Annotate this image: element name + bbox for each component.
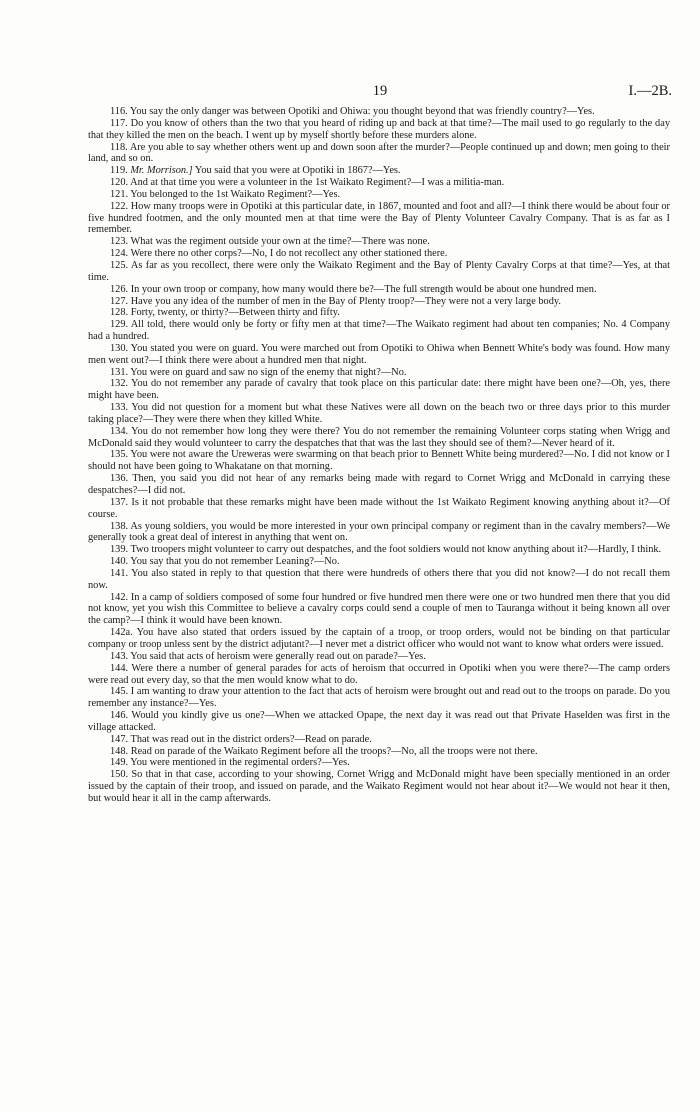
qa-entry: 142a. You have also stated that orders issued by the captain of a troop, or troop orders, would not be binding on that particular company or troop unless sent by the district adjutant?—I never met a district officer who would not want to know what orders were issued.	[88, 627, 670, 650]
qa-entry: 133. You did not question for a moment but what these Natives were all down on the beach two or three days prior to this murder taking place?—They were there when they killed White.	[88, 402, 670, 425]
qa-entry: 139. Two troopers might volunteer to carry out despatches, and the foot soldiers would not know anything about it?—Hardly, I think.	[110, 544, 662, 556]
qa-entry: 146. Would you kindly give us one?—When we attacked Opape, the next day it was read out that Private Haselden was first in the village attacked.	[88, 710, 670, 733]
qa-entry: 149. You were mentioned in the regimental orders?—Yes.	[110, 757, 350, 769]
evidence-body	[88, 106, 670, 805]
document-reference: I.—2B.	[628, 83, 672, 99]
qa-entry: 116. You say the only danger was between Opotiki and Ohiwa: you thought beyond that was friendly country?—Yes.	[110, 106, 595, 117]
qa-entry: 129. All told, there would only be forty or fifty men at that time?—The Waikato regiment had about ten companies; No. 4 Company had a hundred.	[88, 319, 670, 343]
qa-entry: 144. Were there a number of general parades for acts of heroism that occurred in Opotiki when you were there?—The camp orders were read out every day, so that the men would know what to do.	[88, 662, 670, 686]
qa-entry: 150. So that in that case, according to your showing, Cornet Wrigg and McDonald might have been specially mentioned in an order issued by the captain of their troop, and issued on parade, and the Waikato Regiment would not hear about it?—We would not hear it then, but would hear it all in the camp afterwards.	[88, 769, 670, 804]
qa-entry: 130. You stated you were on guard. You were marched out from Opotiki to Ohiwa when Bennett White's body was found. How many men went out?—I think there were about a hundred men that night.	[88, 342, 670, 366]
page-header	[88, 83, 672, 99]
qa-entry: 118. Are you able to say whether others went up and down soon after the murder?—People continued up and down; men going to their land, and so on.	[88, 141, 670, 165]
qa-entry: 134. You do not remember how long they were there? You do not remember the remaining Volunteer corps stating when Wrigg and McDonald said they would volunteer to carry the despatches that that was the last they should see of them?—Never heard of it.	[88, 425, 670, 449]
speaker-name: Mr. Morrison.]	[130, 165, 193, 177]
qa-entry: 145. I am wanting to draw your attention to the fact that acts of heroism were brought out and read out to the troops on parade. Do you remember any instance?—Yes.	[88, 686, 670, 710]
qa-entry: 131. You were on guard and saw no sign of the enemy that night?—No.	[110, 366, 407, 378]
qa-entry: 128. Forty, twenty, or thirty?—Between thirty and fifty.	[110, 307, 340, 319]
qa-entry: 120. And at that time you were a volunteer in the 1st Waikato Regiment?—I was a militia-man.	[110, 177, 505, 189]
qa-entry: 136. Then, you said you did not hear of any remarks being made with regard to Cornet Wrigg and McDonald in carrying these despatches?—I did not.	[88, 473, 670, 496]
page-number: 19	[372, 83, 388, 99]
qa-entry: 124. Were there no other corps?—No, I do not recollect any other stationed there.	[110, 248, 448, 260]
qa-entry: 141. You also stated in reply to that question that there were hundreds of others there that you did not know?—I do not recall them now.	[88, 567, 670, 591]
qa-entry: 148. Read on parade of the Waikato Regiment before all the troops?—No, all the troops were not there.	[110, 745, 538, 757]
qa-entry: 142. In a camp of soldiers composed of some four hundred or five hundred men there were one or two hundred men there that you did not know, yet you wish this Committee to believe a cavalry corps could send a couple of men to Tauranga without it being known all over the camp?—I think it would have been known.	[88, 591, 670, 627]
qa-entry: 122. How many troops were in Opotiki at this particular date, in 1867, mounted and foot and all?—I think there would be about four or five hundred footmen, and the only mounted men at that time were the Bay of Plenty Volunteer Cavalry Company. That is as far as I remember.	[88, 200, 670, 236]
qa-entry: 147. That was read out in the district orders?—Read on parade.	[110, 733, 372, 745]
qa-entry: 117. Do you know of others than the two that you heard of riding up and back at that time?—The mail used to go regularly to the day that they killed the men on the beach. I went up by myself shortly before these murders alone.	[88, 117, 670, 141]
qa-entry: 140. You say that you do not remember Leaning?—No.	[110, 556, 340, 568]
qa-entry: 132. You do not remember any parade of cavalry that took place on this particular date: there might have been one?—Oh, yes, there might have been.	[88, 378, 670, 402]
qa-entry	[88, 165, 670, 177]
qa-entry: 135. You were not aware the Ureweras were swarming on that beach prior to Bennett White being murdered?—No. I did not know or I should not have been going to Whakatane on that morning.	[88, 449, 670, 473]
qa-entry: 137. Is it not probable that these remarks might have been made without the 1st Waikato Regiment knowing anything about it?—Of course.	[88, 496, 670, 520]
qa-entry: 123. What was the regiment outside your own at the time?—There was none.	[110, 236, 430, 248]
qa-entry: 143. You said that acts of heroism were generally read out on parade?—Yes.	[110, 650, 426, 662]
qa-entry: 125. As far as you recollect, there were only the Waikato Regiment and the Bay of Plenty Cavalry Corps at that time?—Yes, at that time.	[88, 259, 670, 283]
entry-text: You said that you were at Opotiki in 1867?—Yes.	[192, 165, 401, 177]
entry-number: 119.	[110, 165, 131, 177]
qa-entry: 121. You belonged to the 1st Waikato Regiment?—Yes.	[110, 188, 341, 200]
qa-entry: 138. As young soldiers, you would be more interested in your own principal company or regiment than in the cavalry members?—We generally took a great deal of interest in anything that went on.	[88, 520, 670, 544]
qa-entry: 126. In your own troop or company, how many would there be?—The full strength would be about one hundred men.	[110, 283, 597, 295]
qa-entry: 127. Have you any idea of the number of men in the Bay of Plenty troop?—They were not a very large body.	[110, 295, 561, 307]
